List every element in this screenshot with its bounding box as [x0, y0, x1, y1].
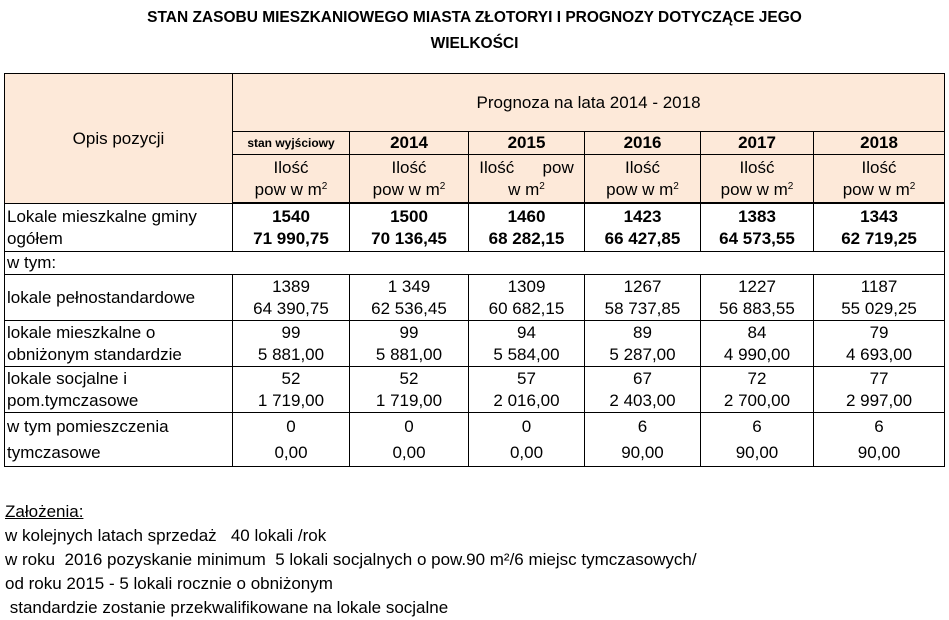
unit-cell — [233, 155, 350, 203]
value-cell: 1460 68 282,15 — [469, 204, 585, 252]
row-label: w tym pomieszczenia tymczasowe — [5, 413, 233, 467]
assumptions-notes — [5, 500, 697, 620]
value-cell: 1500 70 136,45 — [350, 204, 469, 252]
col-header-2016: 2016 — [585, 132, 701, 155]
value-cell: 89 5 287,00 — [585, 321, 701, 367]
unit-pow: pow w $m^2$ — [254, 179, 328, 199]
unit-ilosc: Ilość — [739, 157, 775, 177]
value-cell: 1383 64 573,55 — [701, 204, 814, 252]
title-line-2: WIELKOŚCI — [430, 35, 519, 52]
value-cell: 1227 56 883,55 — [701, 275, 814, 321]
value-cell: 94 5 584,00 — [469, 321, 585, 367]
table-row — [5, 413, 945, 467]
unit-cell — [585, 155, 701, 203]
value-cell: 1389 64 390,75 — [233, 275, 350, 321]
title-line-1: STAN ZASOBU MIESZKANIOWEGO MIASTA ZŁOTORYI I PROGNOZY DOTYCZĄCE JEGO — [147, 9, 802, 26]
value-cell: 6 90,00 — [814, 413, 945, 467]
value-cell: 1540 71 990,75 — [233, 204, 350, 252]
unit-ilosc-pow: Ilość pow — [479, 157, 574, 177]
value-cell: 1 349 62 536,45 — [350, 275, 469, 321]
value-cell: 6 90,00 — [701, 413, 814, 467]
table-row — [5, 275, 945, 321]
value-cell: 1309 60 682,15 — [469, 275, 585, 321]
value-cell: 99 5 881,00 — [350, 321, 469, 367]
value-cell: 67 2 403,00 — [585, 367, 701, 413]
col-header-2014: 2014 — [350, 132, 469, 155]
value-cell: 57 2 016,00 — [469, 367, 585, 413]
value-cell: 1187 55 029,25 — [814, 275, 945, 321]
unit-cell — [814, 155, 945, 203]
document-title — [0, 5, 949, 57]
unit-ilosc: Ilość — [273, 157, 309, 177]
unit-ilosc: Ilość — [861, 157, 897, 177]
value-cell: 1423 66 427,85 — [585, 204, 701, 252]
notes-line: w roku 2016 pozyskanie minimum 5 lokali socjalnych o pow.90 m²/6 miejsc tymczasowych/ — [5, 550, 697, 569]
notes-heading: Założenia: — [5, 502, 84, 521]
value-cell: 84 4 990,00 — [701, 321, 814, 367]
value-cell: 79 4 693,00 — [814, 321, 945, 367]
row-label: lokale mieszkalne o obniżonym standardzie — [5, 321, 233, 367]
value-cell: 0 0,00 — [233, 413, 350, 467]
unit-ilosc: Ilość — [625, 157, 660, 177]
housing-stock-table — [4, 73, 945, 467]
unit-pow: pow w $m^2$ — [606, 179, 679, 199]
notes-line: standardzie zostanie przekwalifikowane na lokale socjalne — [5, 598, 449, 617]
unit-pow: pow w $m^2$ — [720, 179, 794, 199]
table-row — [5, 321, 945, 367]
value-cell: 6 90,00 — [585, 413, 701, 467]
unit-cell-2015 — [469, 155, 585, 203]
unit-cell — [350, 155, 469, 203]
opis-pozycji-header: Opis pozycji — [5, 74, 233, 204]
value-cell: 77 2 997,00 — [814, 367, 945, 413]
value-cell: 52 1 719,00 — [233, 367, 350, 413]
value-cell: 0 0,00 — [350, 413, 469, 467]
unit-wm: w $m^2$ — [508, 179, 545, 199]
col-header-2017: 2017 — [701, 132, 814, 155]
prognoza-header: Prognoza na lata 2014 - 2018 — [233, 74, 945, 132]
total-row — [5, 204, 945, 252]
row-label: lokale socjalne i pom.tymczasowe — [5, 367, 233, 413]
row-label: Lokale mieszkalne gminy ogółem — [5, 204, 233, 252]
unit-pow: pow w $m^2$ — [842, 179, 916, 199]
w-tym-row — [5, 252, 945, 275]
unit-ilosc: Ilość — [391, 157, 427, 177]
value-cell: 1343 62 719,25 — [814, 204, 945, 252]
notes-line: w kolejnych latach sprzedaż 40 lokali /rok — [5, 526, 327, 545]
col-header-2018: 2018 — [814, 132, 945, 155]
w-tym-label: w tym: — [5, 252, 945, 275]
unit-cell — [701, 155, 814, 203]
unit-pow: pow w $m^2$ — [372, 179, 446, 199]
value-cell: 99 5 881,00 — [233, 321, 350, 367]
col-header-2015: 2015 — [469, 132, 585, 155]
value-cell: 0 0,00 — [469, 413, 585, 467]
notes-line: od roku 2015 - 5 lokali rocznie o obniżonym — [5, 574, 333, 593]
value-cell: 1267 58 737,85 — [585, 275, 701, 321]
value-cell: 72 2 700,00 — [701, 367, 814, 413]
table-row — [5, 367, 945, 413]
col-header-stan: stan wyjściowy — [233, 132, 350, 155]
row-label: lokale pełnostandardowe — [5, 275, 233, 321]
value-cell: 52 1 719,00 — [350, 367, 469, 413]
